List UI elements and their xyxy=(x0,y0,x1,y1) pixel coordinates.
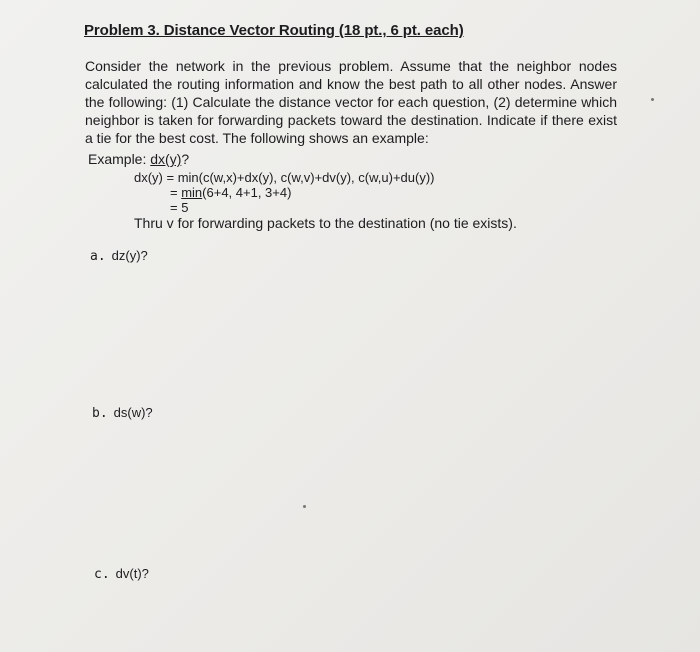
example-equation-line-1: dx(y) = min(c(w,x)+dx(y), c(w,v)+dv(y), c(w,u)+du(y)) xyxy=(134,170,435,185)
eq2-rest: (6+4, 4+1, 3+4) xyxy=(202,185,292,200)
question-c xyxy=(94,566,149,582)
eq2-prefix: = xyxy=(170,185,182,200)
question-a-letter: a. xyxy=(90,249,106,264)
question-c-text: dv(t)? xyxy=(115,566,149,581)
eq2-min: min xyxy=(181,185,203,200)
problem-instructions xyxy=(85,57,617,147)
question-b-text: ds(w)? xyxy=(113,405,153,420)
example-heading xyxy=(88,151,189,167)
question-b xyxy=(92,405,153,421)
question-a xyxy=(90,248,148,264)
paper-speck xyxy=(303,505,306,508)
problem-title: Problem 3. Distance Vector Routing (18 pt., 6 pt. each) xyxy=(84,22,464,39)
question-b-letter: b. xyxy=(92,406,108,421)
example-equation-line-3: = 5 xyxy=(170,200,189,215)
paper-speck xyxy=(651,98,654,101)
example-conclusion: Thru v for forwarding packets to the destination (no tie exists). xyxy=(134,215,517,231)
example-label-term: dx(y) xyxy=(150,151,182,167)
example-equation-line-2 xyxy=(170,185,291,200)
instructions-text: Consider the network in the previous problem. Assume that the neighbor nodes calculated the routing information and know the best path to all other nodes. Answer the following: (1) Calculate the distance vector for each question, (2) determine which neighbor is taken for forwarding packets toward the destination. Indicate if there exist a tie for the best cost. The following shows an example: xyxy=(85,58,617,146)
example-label-suffix: ? xyxy=(181,151,190,167)
question-a-text: dz(y)? xyxy=(111,248,148,263)
example-label-prefix: Example: xyxy=(88,151,151,167)
question-c-letter: c. xyxy=(94,567,110,582)
